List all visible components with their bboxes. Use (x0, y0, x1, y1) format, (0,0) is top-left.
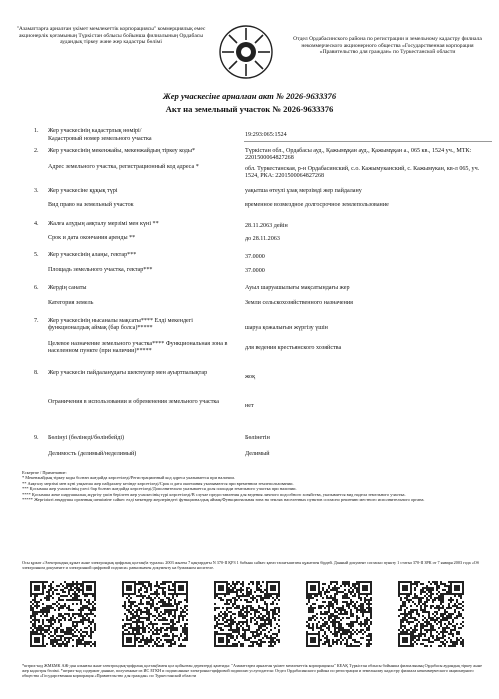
row-value-ru: до 28.11.2063 (245, 236, 280, 242)
row-label-kz: Жер учаскесінің кадастрлық нөмірі/ (48, 128, 142, 134)
footnote: ** Аяқталу мерзімі мен күні уақытша жер пайдалану кезінде көрсетіледі/Срок и дата окончания указываются при временном землепользовании. (22, 480, 294, 486)
row-number: 1. (34, 128, 39, 134)
footnote: *** Қосымша жер учаскесінің үлесі бар болған жағдайда көрсетіледі/Дополнительно указывается доля площади земельного участка при наличии. (22, 486, 297, 492)
row-value-kz: уақытша өтеулі ұзақ мерзімді жер пайдалану (245, 188, 362, 194)
row-label-kz: Жер учаскесіне құқық түрі (48, 188, 118, 194)
divider (244, 141, 492, 142)
row-label-kz: Жердің санаты (48, 285, 87, 291)
row-number: 6. (34, 285, 39, 291)
row-label-ru: Площадь земельного участка, гектар*** (48, 267, 153, 273)
row-number: 2. (34, 148, 39, 154)
row-value-ru: временное возмездное долгосрочное землепользование (245, 202, 389, 208)
row-label-kz: Жер учаскесін пайдаланудағы шектеулер мен ауыртпалықтар (48, 370, 208, 376)
row-label-ru: Ограничения в использовании и обременения земельного участка (48, 399, 219, 405)
row-value-kz: Түркістан обл., Ордабасы ауд., Қажымұқан ауд., Қажымұқан а., 065 кв., 1524 уч., МТК: 2201500064827268 (245, 148, 472, 162)
row-value-ru: Делимый (245, 451, 270, 457)
qr-code-icon (214, 581, 280, 647)
row-value-kz: 37.0000 (245, 254, 265, 260)
barcode-footnote: *штрих-код ЖМБМК АЖ-дан алынған және электрондық-цифрлық қолтаңбамен қол қойылған деректерді қамтиды: "Азаматтарға арналған үкімет мемлекеттік корпорациясы" КЕАҚ Түркістан облысы бойынша филиалының Ордабасы аудандық тіркеу және жер кадастры бөлімі. *штрих-код содержит данные, полученные из ИС ЕГКН и подписанные электронно-цифровой подписью услугодателя: Отдел Ордабасинского района по регистрации и земельному кадастру филиала некоммерческого акционерного общества «Государственная корпорация «Правительство для граждан» по Туркестанской области (22, 663, 482, 679)
row-value-kz: шаруа қожалығын жүргізу үшін (245, 325, 328, 331)
qr-code-icon (122, 581, 188, 647)
row-value-ru: нет (245, 403, 254, 409)
row-value-ru: 37.0000 (245, 268, 265, 274)
footnote: **** Қосымша жеке шаруашылық жүргізу үшін берілген жер учаскесінің түрі көрсетіледі/В случае предоставления для ведения личного подсобного хозяйства, указывается вид надела земельного участка. (22, 491, 406, 497)
header-issuer-kz: "Азаматтарға арналған үкімет мемлекеттік корпорациясы" коммерциялық емес акционерлік қоғамының Түркістан облысы бойынша филиалының Ордабасы аудандық тіркеу және жер кадастры бөлімі (16, 26, 206, 46)
row-label-ru: Категория земель (48, 300, 94, 306)
qr-code-icon (306, 581, 372, 647)
row-label-ru: Целевое назначение земельного участка**** Функциональная зона в населенном пункте (при наличии)***** (48, 341, 228, 355)
footnotes (22, 470, 487, 502)
document-header (0, 8, 499, 76)
row-number: 4. (34, 221, 39, 227)
row-number: 5. (34, 252, 39, 258)
act-title-ru: Акт на земельный участок № 2026-9633376 (165, 104, 334, 114)
state-emblem-icon (218, 24, 274, 80)
qr-code-icon (30, 581, 96, 647)
row-label-ru: Срок и дата окончания аренды ** (48, 235, 136, 241)
act-title-kz: Жер учаскесіне арналған акт № 2026-9633376 (162, 91, 337, 101)
row-label-ru: Делимость (делимый/неделимый) (48, 451, 137, 457)
header-issuer-ru: Отдел Ордабасинского района по регистрации и земельному кадастру филиала некоммерческого акционерного общества «Государственная корпорация «Правительство для граждан» по Туркестанской области (293, 36, 482, 56)
row-value-ru: обл. Туркестанская, р-н Ордабасинский, с.о. Кажымуканский, с. Кажымукан, кв-л 065, уч. 1524, РКА: 2201500064827268 (245, 166, 480, 180)
row-number: 8. (34, 370, 39, 376)
row-value-kz: 19:293:065:1524 (245, 132, 287, 138)
footnotes-heading: Ескертпе / Примечание: (22, 470, 67, 475)
qr-code-strip (22, 581, 487, 653)
row-number: 3. (34, 188, 39, 194)
row-label-kz: Жер учаскесінің нысаналы мақсаты**** Елді мекендегі функционалдық аймақ (бар болса)***** (48, 318, 193, 332)
row-label-kz: Жер учаскесінің мекенжайы, мекенжайдың тіркеу коды* (48, 148, 195, 154)
row-label-ru: Кадастровый номер земельного участка (48, 136, 152, 142)
row-value-kz: Бөлінетін (245, 435, 270, 441)
qr-code-icon (398, 581, 464, 647)
footnote: * Мекенжайдың тіркеу коды болған жағдайда көрсетіледі/Регистрационный код адреса указывается при наличии. (22, 475, 235, 481)
row-value-ru: Земли сельскохозяйственного назначения (245, 300, 353, 306)
row-number: 9. (34, 435, 39, 441)
row-label-kz: Жалға алудың аяқталу мерзімі мен күні ** (48, 221, 159, 227)
row-value-ru: для ведения крестьянского хозяйства (245, 345, 342, 351)
row-value-kz: жоқ (245, 374, 256, 380)
row-value-kz: Ауыл шаруашылығы мақсатындағы жер (245, 285, 350, 291)
row-number: 7. (34, 318, 39, 324)
legal-notice: Осы құжат «Электрондық құжат және электрондық цифрлық қолтаңба туралы» 2003 жылғы 7 қаңтардағы N 370-II ҚРЗ 1 бабына сәйкес қағаз тасығыштағы құжатпен бірдей. Данный документ согласно пункту 1 статьи 370-II ЗРК от 7 января 2003 года «Об электронном документе и электронной цифровой подписи» равнозначен документу на бумажном носителе. (22, 560, 479, 571)
row-value-kz: 28.11.2063 дейін (245, 223, 288, 229)
row-label-kz: Жер учаскесінің алаңы, гектар*** (48, 252, 137, 258)
row-label-ru: Вид право на земельный участок (48, 202, 134, 208)
row-label-kz: Бөлінуі (бөлінеді/бөлінбейді) (48, 435, 125, 441)
row-label-ru: Адрес земельного участка, регистрационный код адреса * (48, 164, 199, 170)
footnote: ***** Жергілікті атқарушы органның шешіміне сәйкес елді мекендер жерлеріндегі функционалдық аймақ/Функциональная зона на землях населенных пунктов согласно решению местного исполнительного органа. (22, 497, 425, 503)
